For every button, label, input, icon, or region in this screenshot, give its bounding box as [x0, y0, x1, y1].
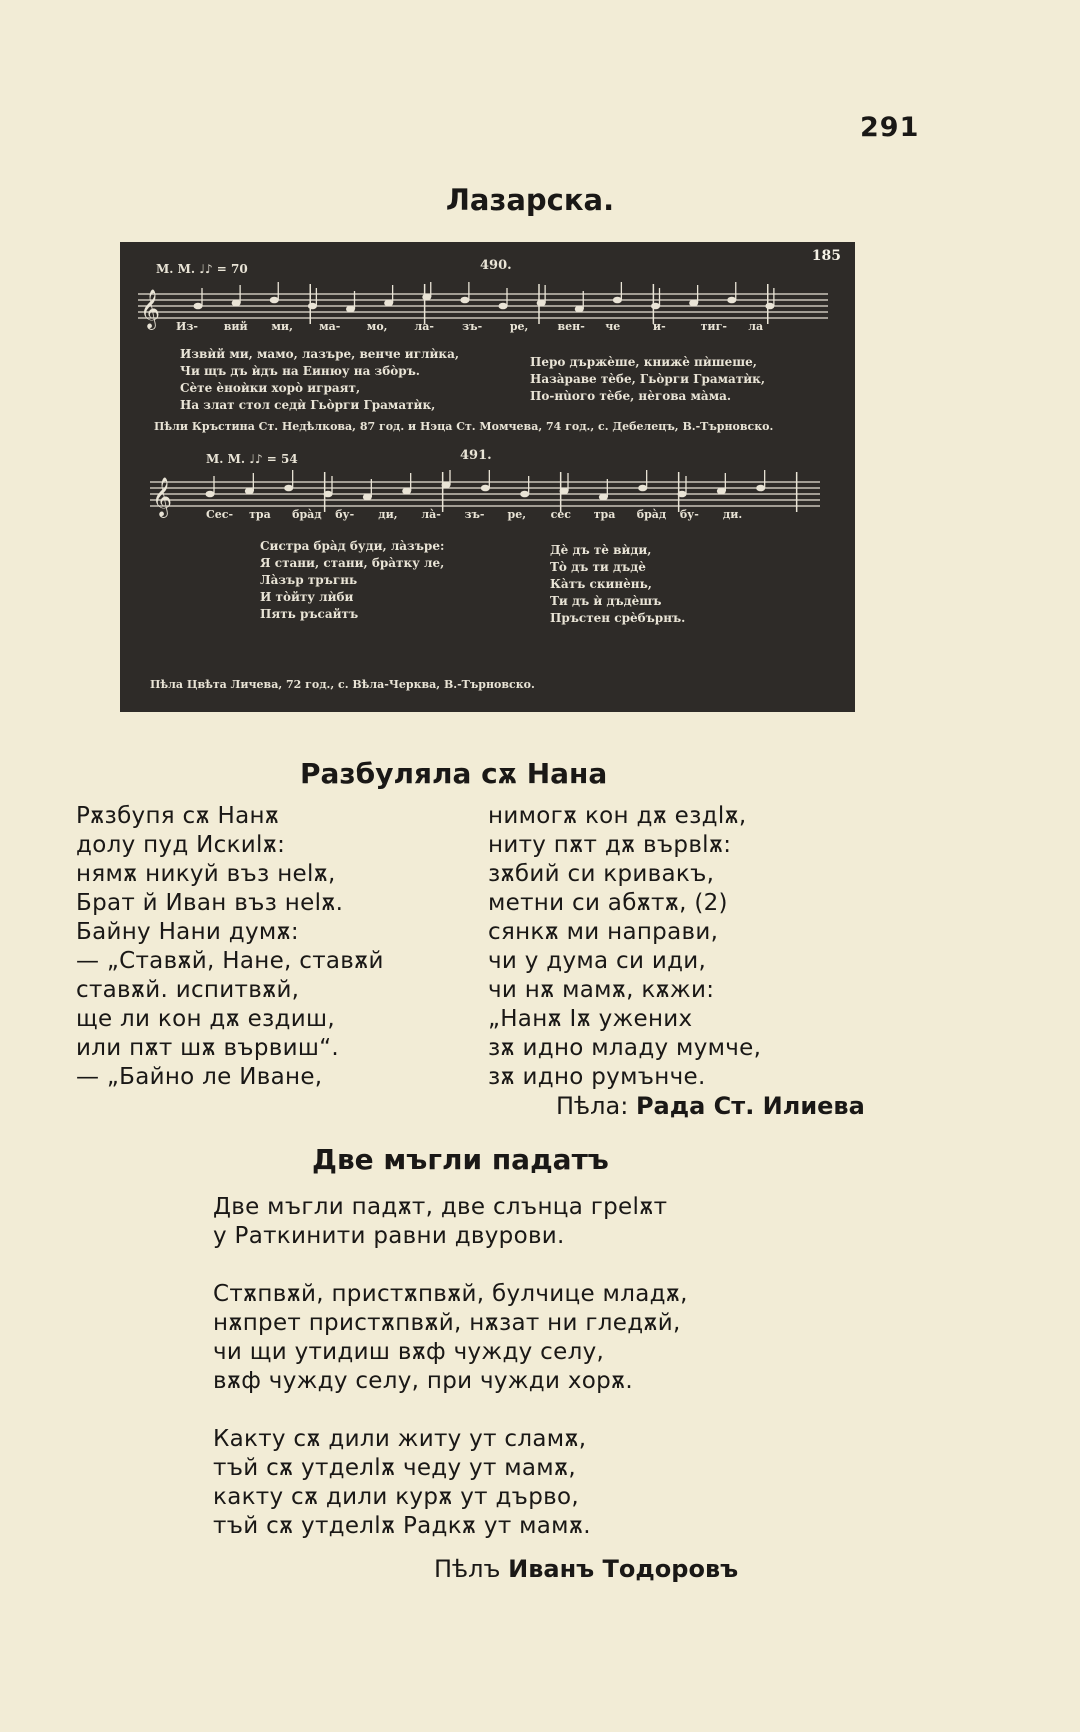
verse-line: у Раткинити равни двурови. [213, 1223, 565, 1249]
music-note [575, 306, 584, 313]
verse-line: Сèте èноѝки хорò играят, [180, 381, 361, 395]
music-note [599, 494, 608, 501]
verse-line: Дè дъ тè вѝди, [550, 543, 652, 557]
verse-line: нѫпрет пристѫпвѫй, нѫзат ни гледѫй, [213, 1310, 681, 1336]
verse-line: „Нанѫ Іѫ ужених [488, 1006, 693, 1032]
verse-line: чи у дума си иди, [488, 948, 707, 974]
song3-signature-name: Иванъ Тодоровъ [508, 1555, 739, 1583]
lyric-syllable: зъ- [464, 508, 485, 521]
verse-line: Какту сѫ дили житу ут сламѫ, [213, 1426, 587, 1452]
music-note [537, 300, 546, 307]
lyric-syllable: Сес- [206, 508, 234, 521]
lyric-syllable: бу- [679, 508, 699, 521]
song-title-razbulyala: Разбуляла сѫ Нана [300, 757, 608, 790]
song-title-lazarska: Лазарска. [445, 183, 615, 217]
music-note [613, 297, 622, 304]
verse-line: Перо държèше, книжè пѝшеше, [530, 355, 757, 369]
tempo-marking-491: M. M. ♩♪ = 54 [206, 452, 298, 466]
music-note [206, 491, 215, 498]
verse-line: Извѝй ми, мамо, лазъре, венче иглѝка, [180, 347, 460, 361]
music-note [384, 300, 393, 307]
stanza [213, 1193, 688, 1251]
lyric-syllable: вий [223, 320, 248, 333]
sheet-music-plate [120, 242, 855, 712]
verse-line: Тò дъ ти дъдè [550, 560, 646, 574]
verse-line: Брат й Иван въз неӏѫ. [76, 890, 344, 916]
verses-490-right [530, 354, 765, 405]
verse-line: Назàраве тèбе, Гьòрги Граматѝк, [530, 372, 766, 386]
music-note [560, 488, 569, 495]
lyric-syllable: тра [249, 508, 271, 521]
credit-490: Пѣли Кръстина Ст. Недѣлкова, 87 год. и Нэца Ст. Момчева, 74 год., с. Дебелецъ, В.-Търновско. [154, 420, 774, 433]
song3-signature-prefix: Пѣлъ [434, 1555, 501, 1583]
music-note [284, 485, 293, 492]
music-note [245, 488, 254, 495]
stanza [213, 1425, 688, 1541]
verse-line: Кàтъ скинèнь, [550, 577, 652, 591]
lyric-syllable: ма- [319, 320, 341, 333]
lyric-syllable: ди, [378, 508, 398, 521]
verse-line: — „Байно ле Иване, [76, 1064, 323, 1090]
lyric-syllable: мо, [366, 320, 388, 333]
lyric-syllable: брàд [292, 508, 322, 521]
verse-line: или пѫт шѫ вървиш“. [76, 1035, 340, 1061]
verse-line: Две мъгли падѫт, две слънца греӏѫт [213, 1194, 668, 1220]
verse-line: Чи щъ дъ ѝдъ на Еинюу на збòръ. [180, 364, 420, 378]
music-note [638, 485, 647, 492]
tune-number-491: 491. [460, 448, 492, 463]
lyric-syllable: сес [550, 508, 572, 521]
music-note [308, 303, 317, 310]
verse-line: Ти дъ ѝ дъдèшъ [550, 594, 662, 608]
song2-left-column [76, 802, 384, 1092]
music-note [270, 297, 279, 304]
song2-signature [556, 1092, 865, 1120]
music-note [324, 491, 333, 498]
verse-line: Пять ръсайтъ [260, 607, 359, 621]
verse-line: И тòйту лѝби [260, 590, 354, 604]
lyric-syllable: ла [748, 320, 764, 333]
verses-490-left [180, 346, 459, 414]
music-note [689, 300, 698, 307]
lyric-syllable: ре, [509, 320, 529, 333]
lyric-syllable: тра [593, 508, 616, 521]
verse-line: Я стани, стани, брàтку ле, [260, 556, 445, 570]
music-note [422, 294, 431, 301]
song2-signature-prefix: Пѣла: [556, 1092, 629, 1120]
music-note [442, 482, 451, 489]
music-note [402, 488, 411, 495]
verse-line: тъй сѫ утделӏѫ чеду ут мамѫ, [213, 1455, 576, 1481]
verse-line: чи щи утидиш вѫф чужду селу, [213, 1339, 605, 1365]
tempo-marking-490: M. M. ♩♪ = 70 [156, 262, 248, 276]
lyric-syllable: брàд [636, 508, 667, 521]
lyric-syllable: ми, [271, 320, 293, 333]
verses-491-right [550, 542, 685, 627]
music-note [481, 485, 490, 492]
tune-number-490: 490. [480, 258, 512, 273]
verse-line: метни си абѫтѫ, (2) [488, 890, 728, 916]
verse-line: нямѫ никуй въз неӏѫ, [76, 861, 336, 887]
verse-line: ще ли кон дѫ ездиш, [76, 1006, 335, 1032]
verse-line: ставѫй. испитвѫй, [76, 977, 300, 1003]
verse-line: Байну Нани думѫ: [76, 919, 299, 945]
lyric-syllable: че [605, 320, 621, 333]
verse-line: Стѫпвѫй, пристѫпвѫй, булчице младѫ, [213, 1281, 688, 1307]
verse-line: Рѫзбупя сѫ Нанѫ [76, 803, 280, 829]
svg-text:𝄞: 𝄞 [140, 289, 161, 329]
music-note [499, 303, 508, 310]
lyric-syllable: лà- [421, 508, 441, 521]
verse-line: какту сѫ дили курѫ ут дърво, [213, 1484, 579, 1510]
music-note [232, 300, 241, 307]
verse-line: На злат стол седѝ Гьòрги Граматѝк, [180, 398, 436, 412]
svg-text:𝄞: 𝄞 [152, 477, 173, 517]
music-note [460, 297, 469, 304]
lyric-syllable: вен- [557, 320, 585, 333]
music-note [727, 297, 736, 304]
lyric-syllable: ди. [722, 508, 743, 521]
verse-line: долу пуд Искиӏѫ: [76, 832, 286, 858]
lyric-syllable: зъ- [462, 320, 483, 333]
verse-line: Лàзър тръгнь [260, 573, 358, 587]
plate-number: 185 [811, 248, 841, 264]
verse-line: зѫбий си кривакъ, [488, 861, 715, 887]
verses-491-left [260, 538, 444, 623]
verse-line: нимогѫ кон дѫ ездӏѫ, [488, 803, 747, 829]
verse-line: зѫ идно младу мумче, [488, 1035, 762, 1061]
lyric-syllable: бу- [335, 508, 355, 521]
lyric-syllable: ла- [414, 320, 434, 333]
music-note [520, 491, 529, 498]
music-note [194, 303, 203, 310]
verse-line: чи нѫ мамѫ, кѫжи: [488, 977, 715, 1003]
verse-line: вѫф чужду селу, при чужди хорѫ. [213, 1368, 634, 1394]
verse-line: — „Ставѫй, Нане, ставѫй [76, 948, 384, 974]
lyric-syllable: тиг- [700, 320, 727, 333]
page-number: 291 [860, 112, 920, 143]
verse-line: сянкѫ ми направи, [488, 919, 719, 945]
credit-491: Пѣла Цвѣта Личева, 72 год., с. Вѣла-Черква, В.-Търновско. [150, 678, 535, 691]
verse-line: Пръстен срèбърнъ. [550, 611, 686, 625]
lyric-syllable: и- [652, 320, 666, 333]
verse-line: По-нùого тèбе, нèгова мàма. [530, 389, 732, 403]
lyric-syllable: Из- [176, 320, 198, 333]
verse-line: зѫ идно румънче. [488, 1064, 706, 1090]
song2-right-column [488, 802, 761, 1092]
music-note [717, 488, 726, 495]
music-note [346, 306, 355, 313]
music-note [756, 485, 765, 492]
music-note [363, 494, 372, 501]
music-note [765, 303, 774, 310]
song3-verses [213, 1193, 688, 1570]
song2-signature-name: Рада Ст. Илиева [635, 1092, 865, 1120]
stanza [213, 1280, 688, 1396]
verse-line: Систра брàд буди, лàзъре: [260, 539, 445, 553]
music-note [651, 303, 660, 310]
song-title-dve-magli: Две мъгли падатъ [312, 1143, 609, 1176]
verse-line: тъй сѫ утделӏѫ Радкѫ ут мамѫ. [213, 1513, 591, 1539]
verse-line: ниту пѫт дѫ вървӏѫ: [488, 832, 732, 858]
music-note [678, 491, 687, 498]
lyric-syllable: ре, [507, 508, 527, 521]
song3-signature [434, 1555, 738, 1583]
